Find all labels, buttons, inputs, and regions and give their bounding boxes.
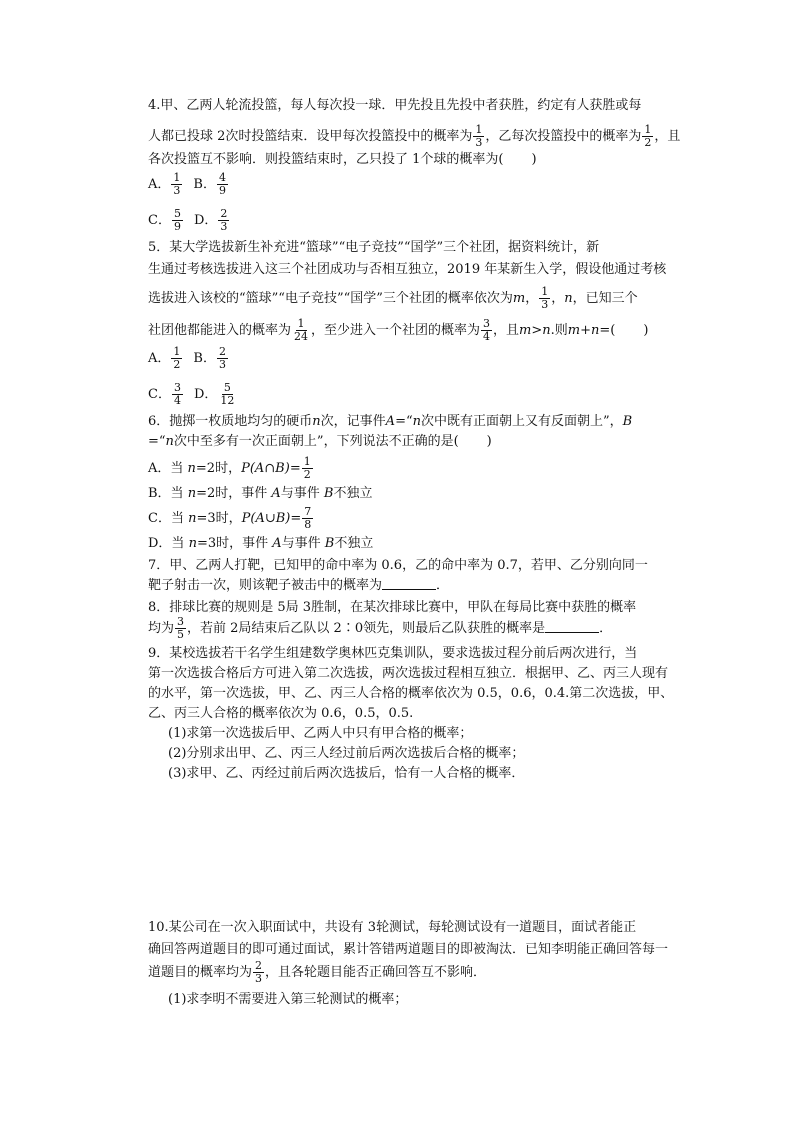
q8-line-1: 8．排球比赛的规则是 5局 3胜制，在某次排球比赛中，甲队在每局比赛中获胜的概率 [148,600,637,615]
option-d[interactable]: D． $\frac{5}{12}$ [193,381,235,407]
q6-line-1: 6．抛掷一枚质地均匀的硬币n次，记事件A=“n次中既有正面朝上又有反面朝上”，B [148,414,633,429]
option-b[interactable]: B． $\frac{4}{9}$ [193,171,226,197]
option-d[interactable]: D． $\frac{2}{3}$ [193,207,228,233]
fraction: $\frac{1}{3}$ [475,123,483,149]
option-c[interactable]: C． $\frac{5}{9}$ [148,207,181,233]
q9-line-3: 的水平，第一次选拔，甲、乙、丙三人合格的概率依次为 0.5，0.6，0.4.第二次选拔，甲、 [148,686,674,701]
answer-blank[interactable] [382,576,436,590]
q7-line-2: 靶子射击一次，则该靶子被击中的概率为 ． [148,578,450,593]
q7-line-1: 7．甲、乙两人打靶，已知甲的命中率为 0.6，乙的命中率为 0.7，若甲、乙分别向同一 [148,558,648,573]
fraction: $\frac{1}{2}$ [644,123,652,149]
q9-line-2: 第一次选拔合格后方可进入第二次选拔，两次选拔过程相互独立．根据甲、乙、丙三人现有 [148,666,669,681]
q5-options-ab [148,342,229,376]
q10-line-1: 10.某公司在一次入职面试中，共设有 3轮测试，每轮测试设有一道题目，面试者能正 [148,920,637,935]
q9-sub-3: (3)求甲、乙、丙经过前后两次选拔后，恰有一人合格的概率． [168,766,525,781]
q6-option-a[interactable]: A．当 n=2时，P(A∩B)= $\frac{1}{2}$ [148,455,311,481]
q10-line-2: 确回答两道题目的即可通过面试，累计答错两道题目的即被淘汰．已知李明能正确回答每一 [148,942,669,957]
q8-line-2: 均为 $\frac{3}{5}$ ，若前 2局结束后乙队以 2∶0领先，则最后乙队获胜的概率是 ． [148,615,613,641]
q5-line-1: 5．某大学选拔新生补充进“篮球”“电子竞技”“国学”三个社团，据资料统计，新 [148,240,600,255]
q6-option-d[interactable]: D．当 n=3时，事件 A与事件 B不独立 [148,536,374,551]
q5-line-4: 社团他都能进入的概率为 $\frac{1}{24}$ ，至少进入一个社团的概率为 $\frac{3}{4}$ ，且m>n.则m+n=( ) [148,317,649,343]
answer-blank[interactable] [545,619,599,633]
q10-sub-1: (1)求李明不需要进入第三轮测试的概率； [168,992,408,1007]
q9-sub-1: (1)求第一次选拔后甲、乙两人中只有甲合格的概率； [168,726,473,741]
q9-line-4: 乙、丙三人合格的概率依次为 0.6，0.5，0.5. [148,706,414,721]
q6-line-2: =“n次中至多有一次正面朝上”，下列说法不正确的是( ) [148,434,492,449]
q4-line-1: 4.甲、乙两人轮流投篮，每人每次投一球．甲先投且先投中者获胜，约定有人获胜或每 [148,98,642,113]
q4-options-ab [148,168,229,202]
q9-sub-2: (2)分别求出甲、乙、丙三人经过前后两次选拔后合格的概率； [168,746,525,761]
q6-option-b[interactable]: B．当 n=2时，事件 A与事件 B不独立 [148,486,373,501]
option-a[interactable]: A． $\frac{1}{3}$ [148,171,181,197]
option-c[interactable]: C． $\frac{3}{4}$ [148,381,181,407]
q4-options-cd [148,204,230,238]
option-a[interactable]: A． $\frac{1}{2}$ [148,345,181,371]
option-b[interactable]: B． $\frac{2}{3}$ [193,345,226,371]
q5-options-cd [148,378,237,412]
q9-line-1: 9．某校选拔若干名学生组建数学奥林匹克集训队，要求选拔过程分前后两次进行，当 [148,646,638,661]
q6-option-c[interactable]: C．当 n=3时，P(A∪B)= $\frac{7}{8}$ [148,505,312,531]
q10-line-3: 道题目的概率均为 $\frac{2}{3}$ ，且各轮题目能否正确回答互不影响． [148,959,487,985]
q5-line-3: 选拔进入该校的“篮球”“电子竞技”“国学”三个社团的概率依次为m， $\frac{1}{3}$ ，n，已知三个 [148,285,638,311]
q5-line-2: 生通过考核选拔进入这三个社团成功与否相互独立，2019 年某新生入学，假设他通过考核 [148,262,667,277]
q4-line-2: 人都已投球 2次时投篮结束．设甲每次投篮投中的概率为 $\frac{1}{3}$ ，乙每次投篮投中的概率为 $\frac{1}{2}$ ，且 [148,123,681,149]
q4-line-3: 各次投篮互不影响．则投篮结束时，乙只投了 1个球的概率为( ) [148,152,537,167]
